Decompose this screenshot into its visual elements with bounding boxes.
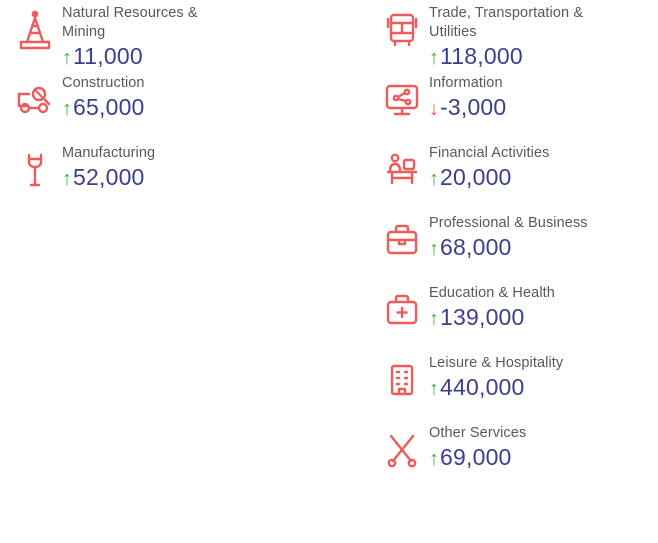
sector-label: Financial Activities bbox=[429, 145, 550, 161]
arrow-up-icon: ↑ bbox=[429, 378, 439, 400]
sector-value: 69,000 bbox=[440, 444, 512, 470]
arrow-up-icon: ↑ bbox=[62, 98, 72, 120]
sector-value-row bbox=[429, 444, 658, 470]
list-item bbox=[375, 350, 658, 420]
list-item bbox=[375, 280, 658, 350]
sector-value: 139,000 bbox=[440, 304, 525, 330]
arrow-up-icon: ↑ bbox=[62, 47, 72, 69]
list-item bbox=[8, 70, 328, 140]
arrow-down-icon: ↓ bbox=[429, 98, 439, 120]
sector-value: 20,000 bbox=[440, 164, 512, 190]
sector-text bbox=[62, 140, 328, 190]
list-item bbox=[375, 420, 658, 490]
sector-text bbox=[429, 0, 658, 69]
sector-value: 11,000 bbox=[73, 43, 143, 69]
sector-label: Professional & Business bbox=[429, 215, 588, 231]
monitor-network-icon bbox=[375, 70, 429, 126]
list-item bbox=[375, 70, 658, 140]
arrow-up-icon: ↑ bbox=[62, 168, 72, 190]
sector-text bbox=[429, 70, 658, 120]
sector-value-row bbox=[429, 43, 658, 69]
sector-column-left bbox=[8, 0, 328, 210]
sector-value-row bbox=[429, 304, 658, 330]
sector-text bbox=[429, 210, 658, 260]
bus-icon bbox=[375, 0, 429, 56]
list-item bbox=[375, 140, 658, 210]
sector-column-right bbox=[375, 0, 658, 490]
sector-value: 52,000 bbox=[73, 164, 145, 190]
sector-label: Construction bbox=[62, 75, 145, 91]
sector-value-row bbox=[429, 94, 658, 120]
list-item bbox=[8, 0, 328, 70]
sector-label: Education & Health bbox=[429, 285, 555, 301]
arrow-up-icon: ↑ bbox=[429, 238, 439, 260]
sector-value: 68,000 bbox=[440, 234, 512, 260]
scissors-icon bbox=[375, 420, 429, 476]
list-item bbox=[375, 210, 658, 280]
sector-value-row bbox=[429, 374, 658, 400]
arrow-up-icon: ↑ bbox=[429, 168, 439, 190]
construction-vehicle-icon bbox=[8, 70, 62, 126]
desk-worker-icon bbox=[375, 140, 429, 196]
arrow-up-icon: ↑ bbox=[429, 448, 439, 470]
list-item bbox=[8, 140, 328, 210]
sector-text bbox=[62, 0, 328, 69]
sector-text bbox=[62, 70, 328, 120]
sector-text bbox=[429, 420, 658, 470]
oil-derrick-icon bbox=[8, 0, 62, 56]
sector-label: Manufacturing bbox=[62, 145, 156, 161]
sector-value-row bbox=[62, 164, 328, 190]
sector-text bbox=[429, 350, 658, 400]
sector-value-row bbox=[62, 94, 328, 120]
sector-text bbox=[429, 140, 658, 190]
sector-value-row bbox=[429, 234, 658, 260]
sector-value: -3,000 bbox=[440, 94, 507, 120]
sector-label: Other Services bbox=[429, 425, 527, 441]
sector-label: Information bbox=[429, 75, 503, 91]
arrow-up-icon: ↑ bbox=[429, 308, 439, 330]
sector-value: 440,000 bbox=[440, 374, 525, 400]
arrow-up-icon: ↑ bbox=[429, 47, 439, 69]
sector-label: Trade, Transportation & Utilities bbox=[429, 5, 584, 40]
medical-bag-icon bbox=[375, 280, 429, 336]
sector-label: Leisure & Hospitality bbox=[429, 355, 564, 371]
sector-value: 65,000 bbox=[73, 94, 145, 120]
list-item bbox=[375, 0, 658, 70]
sector-value-row bbox=[62, 43, 328, 69]
sector-text bbox=[429, 280, 658, 330]
wrench-icon bbox=[8, 140, 62, 196]
sector-value: 118,000 bbox=[440, 43, 523, 69]
sector-value-row bbox=[429, 164, 658, 190]
sector-label: Natural Resources & Mining bbox=[62, 5, 198, 40]
briefcase-icon bbox=[375, 210, 429, 266]
hotel-building-icon bbox=[375, 350, 429, 406]
